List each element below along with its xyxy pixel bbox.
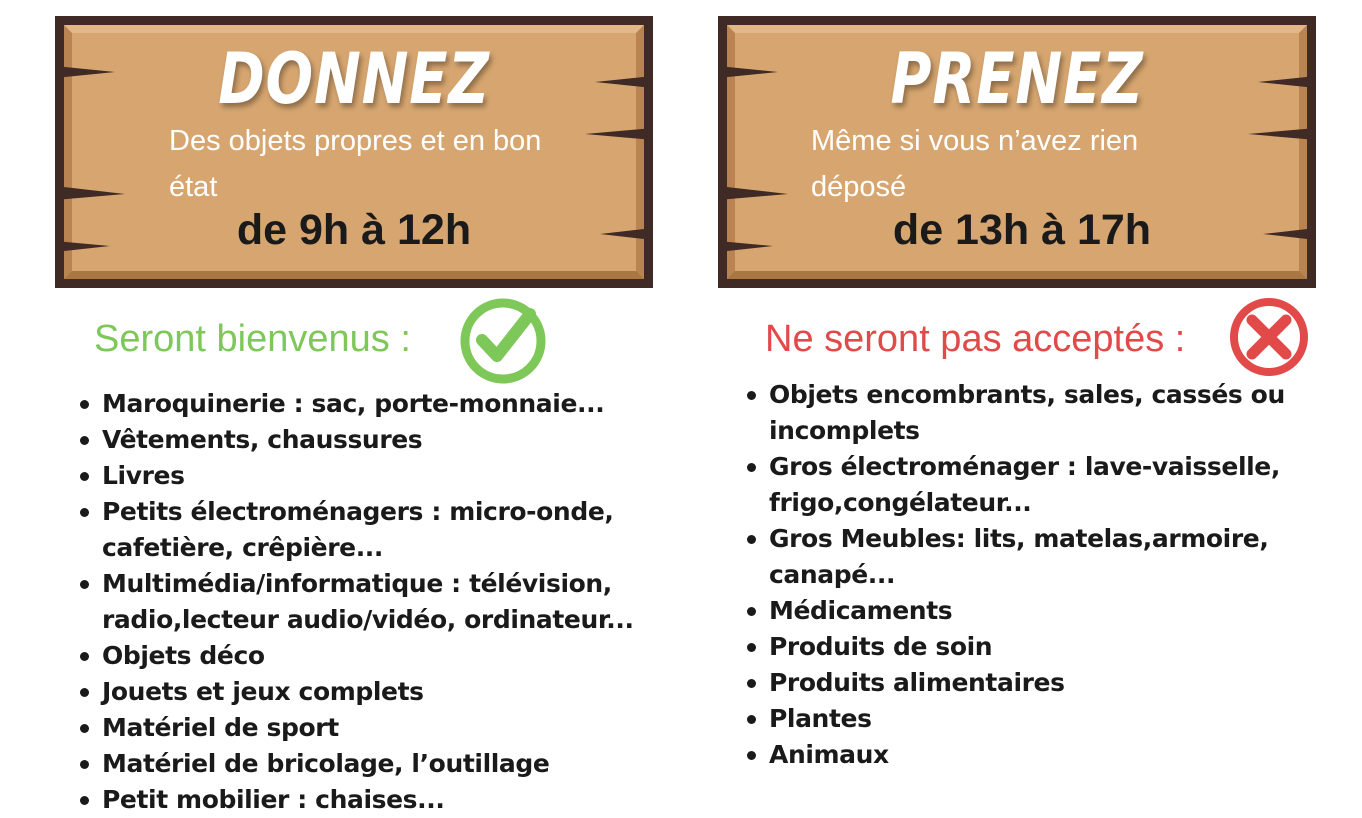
welcome-items-list bbox=[76, 386, 676, 818]
sign-hours: de 13h à 17h bbox=[892, 206, 1152, 254]
list-item: Objets encombrants, sales, cassés ou incomplets bbox=[743, 377, 1358, 449]
list-item: Gros électroménager : lave-vaisselle, frigo,congélateur... bbox=[743, 449, 1358, 521]
rejected-items-list bbox=[743, 377, 1358, 773]
sign-title: DONNEZ bbox=[218, 38, 490, 120]
welcome-heading: Seront bienvenus : bbox=[94, 318, 411, 360]
rejected-heading: Ne seront pas acceptés : bbox=[765, 318, 1186, 360]
list-item: Petit mobilier : chaises... bbox=[76, 782, 676, 818]
list-item: Gros Meubles: lits, matelas,armoire, canapé... bbox=[743, 521, 1358, 593]
list-item: Vêtements, chaussures bbox=[76, 422, 676, 458]
list-item: Produits alimentaires bbox=[743, 665, 1358, 701]
list-item: Animaux bbox=[743, 737, 1358, 773]
list-item: Plantes bbox=[743, 701, 1358, 737]
take-panel bbox=[681, 0, 1362, 814]
take-wooden-sign bbox=[718, 16, 1316, 288]
list-item: Livres bbox=[76, 458, 676, 494]
list-item: Matériel de sport bbox=[76, 710, 676, 746]
list-item: Maroquinerie : sac, porte-monnaie... bbox=[76, 386, 676, 422]
list-item: Médicaments bbox=[743, 593, 1358, 629]
cross-circle-icon bbox=[1228, 296, 1310, 378]
give-wooden-sign bbox=[55, 16, 653, 288]
list-item: Petits électroménagers : micro-onde, cafetière, crêpière... bbox=[76, 494, 676, 566]
give-panel bbox=[0, 0, 681, 814]
list-item: Jouets et jeux complets bbox=[76, 674, 676, 710]
list-item: Matériel de bricolage, l’outillage bbox=[76, 746, 676, 782]
sign-description: Des objets propres et en bon état bbox=[169, 125, 542, 203]
sign-hours: de 9h à 12h bbox=[236, 206, 472, 254]
check-circle-icon bbox=[458, 296, 548, 386]
list-item: Produits de soin bbox=[743, 629, 1358, 665]
sign-title: PRENEZ bbox=[890, 38, 1144, 120]
sign-description: Même si vous n’avez rien déposé bbox=[811, 125, 1139, 203]
list-item: Multimédia/informatique : télévision, radio,lecteur audio/vidéo, ordinateur... bbox=[76, 566, 676, 638]
list-item: Objets déco bbox=[76, 638, 676, 674]
